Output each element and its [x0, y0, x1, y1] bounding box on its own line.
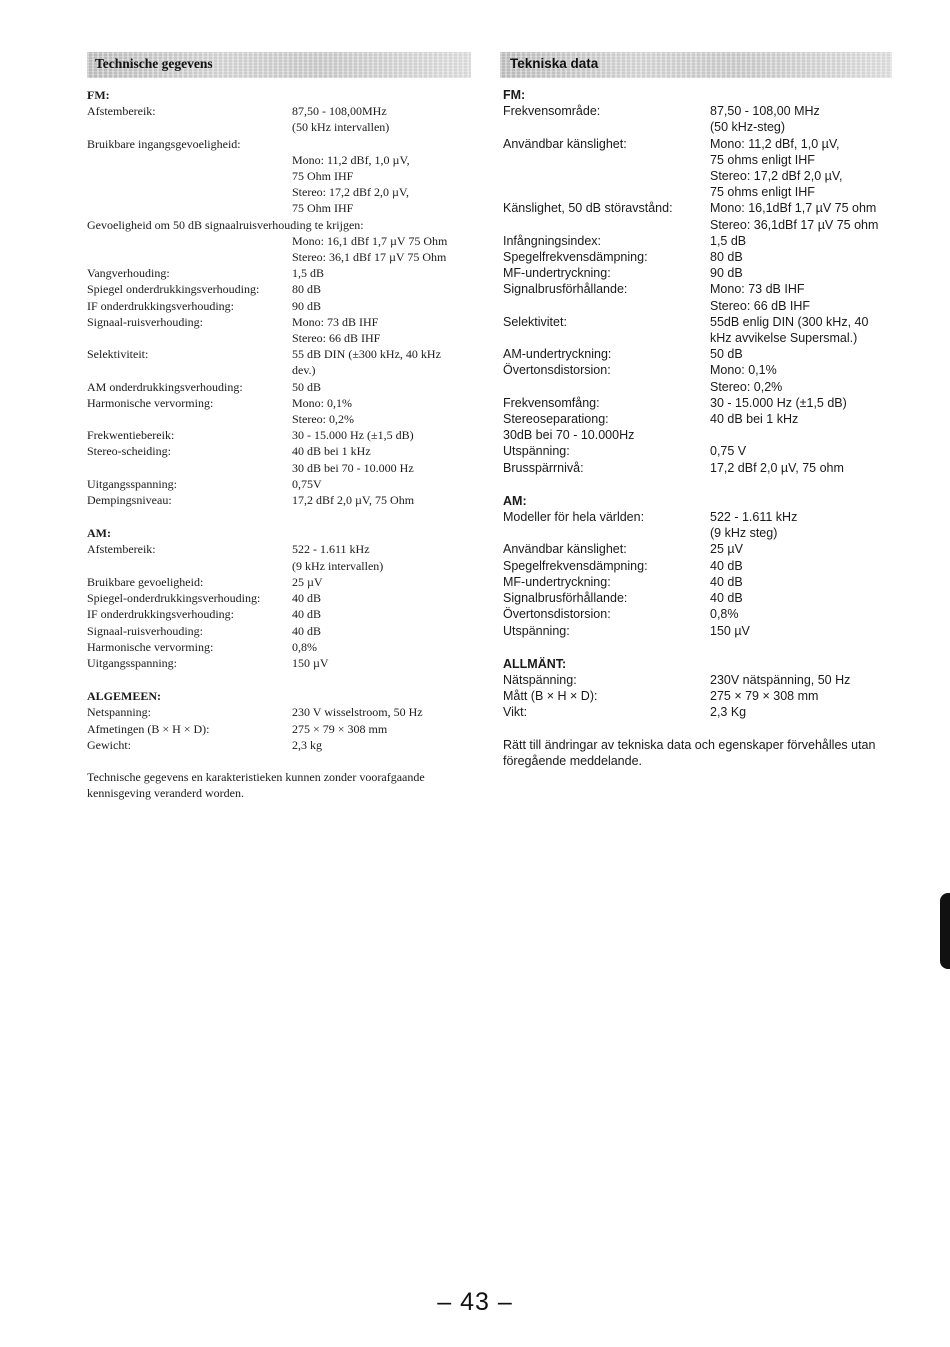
- spec-label: Vangverhouding:: [87, 266, 170, 281]
- spec-label: AM onderdrukkingsverhouding:: [87, 379, 243, 394]
- spec-values: [710, 688, 898, 704]
- spec-value: 30 - 15.000 Hz (±1,5 dB): [710, 395, 847, 410]
- spec-label: Bruikbare gevoeligheid:: [87, 574, 204, 589]
- spec-value: Mono: 16,1dBf 1,7 µV 75 ohm: [710, 201, 877, 216]
- spec-value: 40 dB: [292, 607, 322, 622]
- spec-label: Nätspänning:: [503, 672, 577, 687]
- swedish-spec-column: [503, 52, 898, 769]
- spec-label: Afstembereik:: [87, 542, 156, 557]
- spec-values: [292, 704, 475, 720]
- spec-value: 230 V wisselstroom, 50 Hz: [292, 705, 423, 720]
- spec-value: dev.): [292, 363, 316, 378]
- spec-value: 75 ohms enligt IHF: [710, 152, 815, 167]
- spec-row: [87, 265, 475, 281]
- spec-row: [503, 623, 898, 639]
- spec-label: Utspänning:: [503, 444, 570, 459]
- spec-label: IF onderdrukkingsverhouding:: [87, 298, 234, 313]
- spec-value: 40 dB: [710, 558, 743, 573]
- spec-row: [503, 704, 898, 720]
- spec-value: 80 dB: [710, 250, 743, 265]
- spec-values: [710, 362, 898, 394]
- spec-values: [292, 233, 475, 265]
- spec-value: Mono: 16,1 dBf 1,7 µV 75 Ohm: [292, 233, 448, 248]
- spec-values: [292, 281, 475, 297]
- spec-label: Bruikbare ingangsgevoeligheid:: [87, 136, 241, 151]
- spec-row: [87, 606, 475, 622]
- spec-values: [710, 200, 898, 232]
- spec-value: 40 dB bei 1 kHz: [292, 444, 371, 459]
- spec-row: [87, 379, 475, 395]
- spec-values: [292, 379, 475, 395]
- spec-value: 75 Ohm IHF: [292, 201, 354, 216]
- spec-value: 150 µV: [292, 655, 329, 670]
- spec-value: Stereo: 36,1dBf 17 µV 75 ohm: [710, 217, 879, 232]
- spec-label: Spiegel-onderdrukkingsverhouding:: [87, 591, 261, 606]
- spec-value: (9 kHz intervallen): [292, 558, 384, 573]
- spec-value: 1,5 dB: [292, 266, 325, 281]
- spec-value: 75 Ohm IHF: [292, 169, 354, 184]
- spec-value: 0,8%: [292, 639, 317, 654]
- spec-row: [87, 281, 475, 297]
- spec-row: [503, 265, 898, 281]
- page-number: – 43 –: [437, 1288, 513, 1316]
- spec-value: 2,3 Kg: [710, 705, 747, 720]
- spec-row: [503, 443, 898, 459]
- spec-value: 30 dB bei 70 - 10.000 Hz: [292, 460, 414, 475]
- spec-label: Selektiviteit:: [87, 347, 149, 362]
- spec-label: [87, 152, 292, 217]
- spec-value: Mono: 73 dB IHF: [292, 314, 379, 329]
- spec-values: [710, 509, 898, 541]
- spec-label: Harmonische vervorming:: [87, 395, 214, 410]
- spec-label: Selektivitet:: [503, 314, 567, 329]
- spec-values: [292, 265, 475, 281]
- spec-value: (50 kHz intervallen): [292, 120, 390, 135]
- spec-values: [710, 314, 898, 346]
- spec-label: Utspänning:: [503, 623, 570, 638]
- spec-row: [87, 136, 475, 152]
- spec-values: [292, 395, 475, 427]
- dutch-fm-sensitivity-heading: Gevoeligheid om 50 dB signaalruisverhouding te krijgen:: [87, 217, 364, 232]
- spec-label: Infångningsindex:: [503, 233, 601, 248]
- dutch-am-specs: [87, 541, 475, 671]
- spec-row: [503, 314, 898, 346]
- spec-row: [503, 200, 898, 232]
- spec-value: 90 dB: [292, 298, 322, 313]
- spec-value: Mono: 11,2 dBf, 1,0 µV,: [710, 136, 840, 151]
- spec-label: [87, 233, 292, 265]
- dutch-fm-specs: [87, 103, 475, 216]
- swedish-general-specs: [503, 672, 898, 721]
- swedish-fm-heading: FM:: [503, 88, 526, 102]
- spec-row: [87, 492, 475, 508]
- spec-values: [292, 590, 475, 606]
- spec-value: 0,75 V: [710, 444, 747, 459]
- spec-value: 50 dB: [292, 379, 322, 394]
- swedish-title-bar: [500, 52, 892, 78]
- spec-values: [710, 460, 898, 476]
- spec-label: Afstembereik:: [87, 104, 156, 119]
- spec-label: 30dB bei 70 - 10.000Hz: [503, 428, 635, 443]
- spec-values: [710, 233, 898, 249]
- spec-label: Harmonische vervorming:: [87, 639, 214, 654]
- spec-value: 0,75V: [292, 476, 322, 491]
- spec-values: [292, 541, 475, 573]
- spec-row: [87, 639, 475, 655]
- spec-value: 40 dB bei 1 kHz: [710, 412, 799, 427]
- spec-values: [292, 639, 475, 655]
- spec-values: [710, 541, 898, 557]
- spec-values: [292, 443, 475, 475]
- dutch-fm-specs-continued: [87, 233, 475, 508]
- dutch-disclaimer-note: Technische gegevens en karakteristieken kunnen zonder voorafgaande kennisgeving veranderd worden.: [87, 769, 425, 801]
- spec-row: [503, 590, 898, 606]
- spec-value: (9 kHz steg): [710, 526, 778, 541]
- spec-value: 0,8%: [710, 607, 739, 622]
- spec-row: [87, 541, 475, 573]
- spec-row: [503, 541, 898, 557]
- spec-label: Dempingsniveau:: [87, 493, 172, 508]
- spec-values: [292, 655, 475, 671]
- spec-value: 275 × 79 × 308 mm: [710, 689, 819, 704]
- spec-row: [87, 623, 475, 639]
- spec-values: [710, 249, 898, 265]
- spec-value: 40 dB: [292, 591, 322, 606]
- spec-label: Spiegel onderdrukkingsverhouding:: [87, 282, 260, 297]
- spec-value: 2,3 kg: [292, 737, 322, 752]
- spec-values: [292, 152, 475, 217]
- spec-row: [503, 574, 898, 590]
- spec-label: IF onderdrukkingsverhouding:: [87, 607, 234, 622]
- spec-values: [710, 606, 898, 622]
- spec-label: Frekwentiebereik:: [87, 428, 175, 443]
- spec-values: [710, 574, 898, 590]
- spec-row: [503, 509, 898, 541]
- spec-value: Mono: 11,2 dBf, 1,0 µV,: [292, 152, 410, 167]
- dutch-general-heading: ALGEMEEN:: [87, 689, 162, 704]
- spec-value: Stereo: 0,2%: [710, 379, 783, 394]
- spec-label: Övertonsdistorsion:: [503, 363, 611, 378]
- dutch-fm-heading: FM:: [87, 88, 110, 102]
- spec-values: [292, 346, 475, 378]
- spec-label: Frekvensområde:: [503, 104, 601, 119]
- spec-label: Stereo-scheiding:: [87, 444, 171, 459]
- spec-value: 230V nätspänning, 50 Hz: [710, 672, 851, 687]
- dutch-title-bar: [87, 52, 471, 78]
- spec-value: 17,2 dBf 2,0 µV, 75 ohm: [710, 460, 844, 475]
- spec-row: [87, 590, 475, 606]
- spec-label: Signalbrusförhållande:: [503, 282, 628, 297]
- spec-values: [710, 281, 898, 313]
- spec-values: [710, 558, 898, 574]
- spec-value: kHz avvikelse Supersmal.): [710, 331, 858, 346]
- spec-row: [87, 103, 475, 135]
- page-edge-tab-marker: [940, 893, 950, 969]
- spec-row: [503, 395, 898, 411]
- spec-row: [503, 281, 898, 313]
- spec-row: [87, 427, 475, 443]
- spec-values: [292, 492, 475, 508]
- spec-row: [503, 249, 898, 265]
- spec-value: Mono: 0,1%: [710, 363, 777, 378]
- spec-value: 90 dB: [710, 266, 743, 281]
- spec-values: [292, 721, 475, 737]
- spec-row: [87, 298, 475, 314]
- spec-row: [87, 704, 475, 720]
- spec-values: [710, 103, 898, 135]
- spec-label: Brusspärrnivå:: [503, 460, 584, 475]
- spec-values: [292, 737, 475, 753]
- spec-value: 87,50 - 108,00MHz: [292, 104, 387, 119]
- spec-label: Signaal-ruisverhouding:: [87, 623, 203, 638]
- spec-value: Mono: 73 dB IHF: [710, 282, 805, 297]
- spec-row: [503, 362, 898, 394]
- spec-label: Mått (B × H × D):: [503, 689, 598, 704]
- spec-value: 25 µV: [292, 574, 323, 589]
- spec-value: 40 dB: [710, 574, 743, 589]
- swedish-am-heading: AM:: [503, 493, 527, 508]
- spec-value: 55dB enlig DIN (300 kHz, 40: [710, 314, 869, 329]
- spec-values: [710, 136, 898, 201]
- spec-value: 30 - 15.000 Hz (±1,5 dB): [292, 428, 414, 443]
- spec-row: [87, 737, 475, 753]
- spec-label: Modeller för hela världen:: [503, 510, 645, 525]
- spec-row: [503, 688, 898, 704]
- spec-value: 25 µV: [710, 542, 743, 557]
- spec-label: Gewicht:: [87, 737, 131, 752]
- spec-values: [241, 136, 475, 152]
- spec-values: [710, 623, 898, 639]
- spec-row: [503, 460, 898, 476]
- swedish-disclaimer-note: Rätt till ändringar av tekniska data och egenskaper förvehålles utan föregående meddelande.: [503, 737, 876, 768]
- spec-value: 522 - 1.611 kHz: [710, 510, 798, 525]
- spec-value: 150 µV: [710, 623, 750, 638]
- spec-label: Övertonsdistorsion:: [503, 607, 611, 622]
- spec-values: [634, 427, 898, 443]
- spec-row: [87, 476, 475, 492]
- spec-value: Stereo: 0,2%: [292, 412, 354, 427]
- spec-row: [503, 136, 898, 201]
- spec-value: Stereo: 17,2 dBf 2,0 µV,: [292, 185, 410, 200]
- spec-value: Stereo: 66 dB IHF: [292, 331, 381, 346]
- spec-label: Uitgangsspanning:: [87, 476, 177, 491]
- spec-label: Vikt:: [503, 705, 528, 720]
- spec-values: [292, 623, 475, 639]
- spec-label: Stereoseparationg:: [503, 412, 609, 427]
- spec-values: [292, 427, 475, 443]
- spec-values: [292, 103, 475, 135]
- spec-label: AM-undertryckning:: [503, 347, 612, 362]
- spec-label: Spegelfrekvensdämpning:: [503, 558, 648, 573]
- spec-row: [87, 443, 475, 475]
- spec-values: [710, 346, 898, 362]
- spec-label: Användbar känslighet:: [503, 542, 627, 557]
- spec-row: [87, 574, 475, 590]
- spec-row: [87, 152, 475, 217]
- spec-value: 17,2 dBf 2,0 µV, 75 Ohm: [292, 493, 415, 508]
- spec-values: [710, 672, 898, 688]
- spec-values: [710, 443, 898, 459]
- spec-row: [87, 314, 475, 346]
- spec-values: [710, 395, 898, 411]
- spec-row: [503, 103, 898, 135]
- spec-label: Uitgangsspanning:: [87, 655, 177, 670]
- spec-label: Användbar känslighet:: [503, 136, 627, 151]
- spec-label: Afmetingen (B × H × D):: [87, 721, 210, 736]
- spec-value: 50 dB: [710, 347, 743, 362]
- spec-row: [503, 558, 898, 574]
- spec-values: [292, 574, 475, 590]
- spec-value: Stereo: 66 dB IHF: [710, 298, 811, 313]
- spec-row: [87, 346, 475, 378]
- spec-row: [503, 427, 898, 443]
- swedish-title: Tekniska data: [510, 56, 599, 71]
- spec-value: 275 × 79 × 308 mm: [292, 721, 388, 736]
- spec-value: 55 dB DIN (±300 kHz, 40 kHz: [292, 347, 441, 362]
- spec-row: [87, 721, 475, 737]
- spec-value: 87,50 - 108,00 MHz: [710, 104, 820, 119]
- spec-row: [503, 411, 898, 427]
- spec-values: [292, 314, 475, 346]
- spec-values: [292, 298, 475, 314]
- spec-value: Stereo: 36,1 dBf 17 µV 75 Ohm: [292, 250, 447, 265]
- spec-values: [710, 411, 898, 427]
- spec-values: [292, 476, 475, 492]
- spec-value: (50 kHz-steg): [710, 120, 786, 135]
- spec-row: [503, 672, 898, 688]
- spec-row: [503, 606, 898, 622]
- spec-label: Frekvensomfång:: [503, 395, 600, 410]
- spec-value: 75 ohms enligt IHF: [710, 185, 815, 200]
- spec-label: Känslighet, 50 dB störavstånd:: [503, 201, 673, 216]
- dutch-am-heading: AM:: [87, 526, 111, 541]
- dutch-spec-column: [87, 52, 475, 801]
- spec-label: Spegelfrekvensdämpning:: [503, 250, 648, 265]
- spec-row: [503, 346, 898, 362]
- spec-label: Signalbrusförhållande:: [503, 591, 628, 606]
- spec-values: [292, 606, 475, 622]
- spec-label: MF-undertryckning:: [503, 266, 611, 281]
- spec-value: Mono: 0,1%: [292, 395, 352, 410]
- spec-label: Netspanning:: [87, 705, 151, 720]
- spec-value: 40 dB: [710, 591, 743, 606]
- spec-values: [710, 265, 898, 281]
- spec-row: [87, 655, 475, 671]
- spec-row: [87, 395, 475, 427]
- spec-value: 40 dB: [292, 623, 322, 638]
- spec-value: 522 - 1.611 kHz: [292, 542, 370, 557]
- swedish-am-specs: [503, 509, 898, 639]
- spec-value: 1,5 dB: [710, 233, 747, 248]
- spec-row: [503, 233, 898, 249]
- dutch-title: Technische gegevens: [95, 56, 213, 71]
- swedish-general-heading: ALLMÄNT:: [503, 656, 567, 671]
- spec-values: [710, 704, 898, 720]
- swedish-fm-specs: [503, 103, 898, 476]
- spec-row: [87, 233, 475, 265]
- spec-value: Stereo: 17,2 dBf 2,0 µV,: [710, 169, 843, 184]
- dutch-general-specs: [87, 704, 475, 753]
- spec-label: Signaal-ruisverhouding:: [87, 314, 203, 329]
- spec-value: 80 dB: [292, 282, 322, 297]
- spec-values: [710, 590, 898, 606]
- spec-label: MF-undertryckning:: [503, 574, 611, 589]
